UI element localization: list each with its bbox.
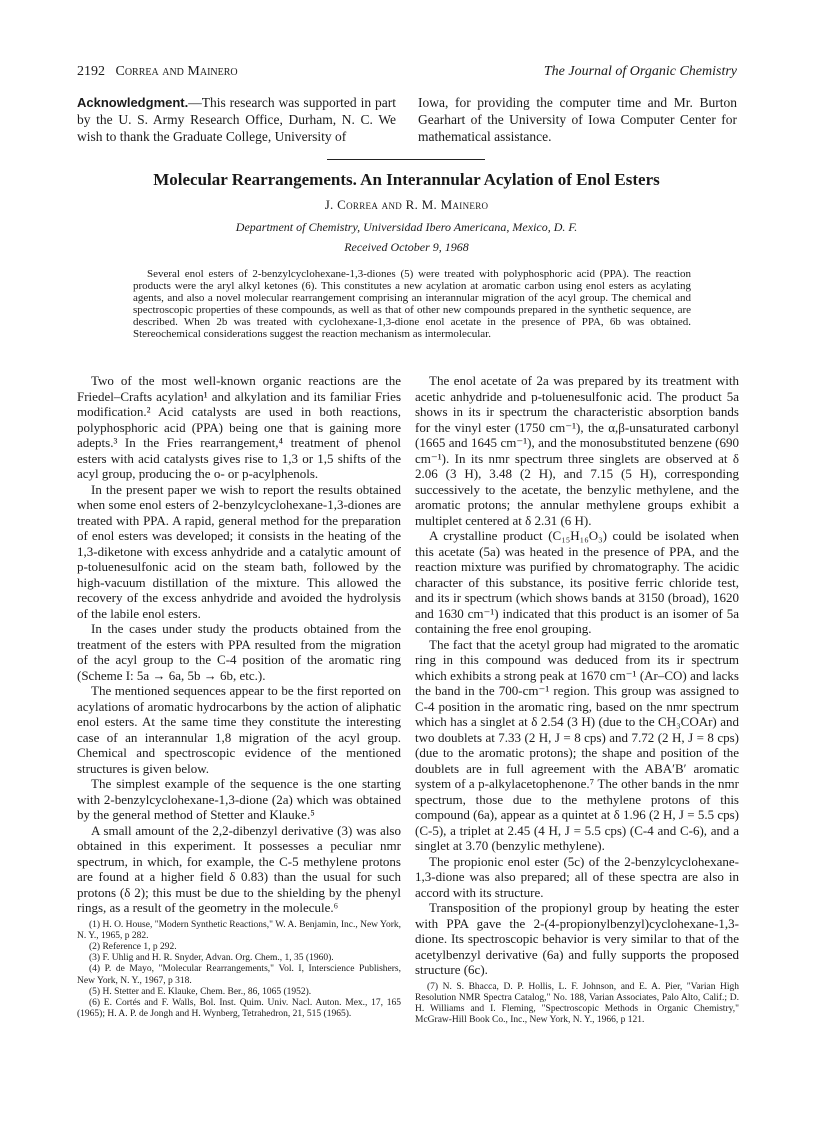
footnote: (7) N. S. Bhacca, D. P. Hollis, L. F. Johnson, and E. A. Pier, "Varian High Resolution NMR Spectra Catalog," No. 188, Varian Associates, Palo Alto, Calif.; D. H. Williams and I. Fleming, "Spectroscopic Methods in Organic Chemistry," McGraw-Hill Book Co., Inc., New York, N. Y., 1966, p 121. (415, 981, 739, 1026)
body-paragraph: A small amount of the 2,2-dibenzyl derivative (3) was also obtained in this experiment. It possesses a peculiar nmr spectrum, in which, for example, the C-5 methylene protons are found at a higher field δ 0.83) than the usual for such protons (δ 2); this must be due to the shielding by the phenyl rings, as a result of the geometry in the molecule.⁶ (77, 822, 401, 915)
page-number: 2192 (77, 64, 105, 79)
running-head-authors: Correa and Mainero (115, 64, 238, 79)
acknowledgment-left (77, 94, 396, 145)
abstract: Several enol esters of 2-benzylcyclohexane-1,3-diones (5) were treated with polyphosphoric acid (PPA). The reaction products were the aryl alkyl ketones (6). This constitutes a new acylation at aromatic carbon using enol esters as acylating agents, and also a novel molecular rearrangement comprising an interannular migration of the acyl group. The chemical and spectroscopic properties of these compounds, as well as that of other new compounds prepared in the synthetic sequence, are described. When 2b was treated with cyclohexane-1,3-dione enol acetate in the presence of PPA, 6b was obtained. Stereochemical considerations suggest the reaction mechanism as intermolecular. (133, 268, 691, 340)
footnote: (3) F. Uhlig and H. R. Snyder, Advan. Org. Chem., 1, 35 (1960). (89, 953, 334, 964)
footnotes-left (77, 920, 401, 1021)
body-paragraph: Transposition of the propionyl group by heating the ester with PPA gave the 2-(4-propionylbenzyl)cyclohexane-1,3-dione. Its spectroscopic behavior is very similar to that of the acetylbenzyl derivative (6a) and fully supports the proposed structure (6c). (415, 900, 739, 977)
acknowledgment-text-left: —This research was supported in part by the U. S. Army Research Office, Durham, N. C. We wish to thank the Graduate College, University of (77, 95, 396, 144)
body-paragraph: The mentioned sequences appear to be the first reported on acylations of aromatic hydrocarbons by the action of aliphatic enol esters. At the same time they constitute the interesting case of an interannular 1,8 migration of the acyl group. Chemical and spectroscopic evidence of the mentioned structures is given below. (77, 683, 401, 776)
author-affiliation: Department of Chemistry, Universidad Ibero Americana, Mexico, D. F. (235, 220, 578, 234)
journal-name: The Journal of Organic Chemistry (543, 64, 737, 79)
body-column-left (77, 373, 401, 1020)
footnote: (6) E. Cortés and F. Walls, Bol. Inst. Quim. Univ. Nacl. Auton. Mex., 17, 165 (1965); H. A. P. de Jongh and H. Wynberg, Tetrahedron, 21, 515 (1965). (77, 997, 401, 1020)
body-paragraph: Two of the most well-known organic reactions are the Friedel–Crafts acylation¹ and alkylation and its familiar Fries modification.² Acid catalysts are used in both reactions, polyphosphoric acid (PPA) being one that is gaining more adepts.³ In the Fries rearrangement,⁴ treatment of phenol esters with acid catalysts gives rise to 1,3 or 1,5 shifts of the acyl group, producing the o- or p-acylphenols. (77, 373, 401, 481)
received-date: Received October 9, 1968 (344, 240, 469, 254)
footnote: (5) H. Stetter and E. Klauke, Chem. Ber., 86, 1065 (1952). (89, 986, 312, 997)
running-head-left (77, 64, 238, 80)
body-paragraph: The fact that the acetyl group had migrated to the aromatic ring in this compound was deduced from its ir spectrum which exhibits a strong peak at 1670 cm⁻¹ (Ar–CO) and lacks the band in the 700-cm⁻¹ region. This group was assigned to C-4 position in the aromatic ring, based on the nmr spectrum which has a singlet at δ 2.54 (3 H) (due to the CH₃COAr) and two doublets at 7.33 (2 H, J = 8 cps) and 7.72 (2 H, J = 8 cps) (due to the aromatic protons); the shape and position of the doublets are in full agreement with the ABA′B′ aromatic system of a p-alkylacetophenone.⁷ The other bands in the nmr spectrum, those due to the methylene protons of this compound (6a), appear as a quintet at δ 1.96 (2 H, J = 5.5 cps) (C-5), a triplet at 2.45 (4 H, J = 5.5 cps) (C-4 and C-6), and a singlet at 3.70 (benzylic methylene). (415, 636, 739, 853)
acknowledgment-text-right: Iowa, for providing the computer time and Mr. Burton Gearhart of the University of Iowa Computer Center for mathematical assistance. (418, 95, 737, 144)
article-authors: J. Correa and R. M. Mainero (324, 197, 489, 212)
body-paragraph: A crystalline product (C₁₅H₁₆O₃) could be isolated when this acetate (5a) was heated in the presence of PPA, and the reaction mixture was purified by chromatography. The acidic character of this substance, its positive ferric chloride test, and its ir spectrum (which shows bands at 3150 (broad), 1620 and 1630 cm⁻¹) indicated that this product is an isomer of 5a containing the free enol grouping. (415, 528, 739, 636)
running-head (77, 64, 737, 82)
body-paragraph: The propionic enol ester (5c) of the 2-benzylcyclohexane-1,3-dione was also prepared; all of these spectra are also in accord with its structure. (415, 853, 739, 900)
article-title: Molecular Rearrangements. An Interannular Acylation of Enol Esters (153, 170, 660, 189)
body-paragraph: The simplest example of the sequence is the one starting with 2-benzylcyclohexane-1,3-dione (2a) which was obtained by the general method of Stetter and Klauke.⁵ (77, 776, 401, 822)
acknowledgment-right (418, 94, 737, 145)
footnote: (2) Reference 1, p 292. (89, 941, 177, 952)
body-paragraph: In the present paper we wish to report the results obtained when some enol esters of 2-benzylcyclohexane-1,3-diones are treated with PPA. A rapid, general method for the preparation of enol esters was developed; it consists in the heating of the 1,3-diketone with excess anhydride and a catalytic amount of p-toluenesulfonic acid on the steam bath, followed by the high-vacuum distillation of the mixture. This allowed the recovery of the excess anhydride and avoided the hydrolysis of the labile enol esters. (77, 481, 401, 621)
body-paragraph: In the cases under study the products obtained from the treatment of the esters with PPA resulted from the migration of the acyl group to the C-4 position of the aromatic ring (Scheme I: 5a → 6a, 5b → 6b, etc.). (77, 621, 401, 683)
body-paragraph: The enol acetate of 2a was prepared by its treatment with acetic anhydride and p-toluenesulfonic acid. The product 5a shows in its ir spectrum the characteristic absorption bands for the vinyl ester (1750 cm⁻¹), the α,β-unsaturated carbonyl (1665 and 1645 cm⁻¹), and the monosubstituted benzene (690 cm⁻¹). In its nmr spectrum three singlets are observed at δ 2.06 (3 H), 3.48 (2 H), and 7.15 (5 H), corresponding successively to the acetate, the benzylic methylene, and the aromatic protons; the annular methylene groups exhibit a multiplet centered at δ 2.31 (6 H). (415, 373, 739, 528)
footnote: (1) H. O. House, "Modern Synthetic Reactions," W. A. Benjamin, Inc., New York, N. Y., 1965, p 282. (77, 919, 401, 941)
section-divider (327, 159, 485, 160)
footnotes-right (415, 982, 739, 1027)
acknowledgment-heading: Acknowledgment. (77, 95, 189, 110)
body-column-right (415, 373, 739, 1026)
footnote: (4) P. de Mayo, "Molecular Rearrangements," Vol. I, Interscience Publishers, New York, N. Y., 1967, p 318. (77, 964, 401, 986)
acknowledgment (77, 94, 737, 145)
